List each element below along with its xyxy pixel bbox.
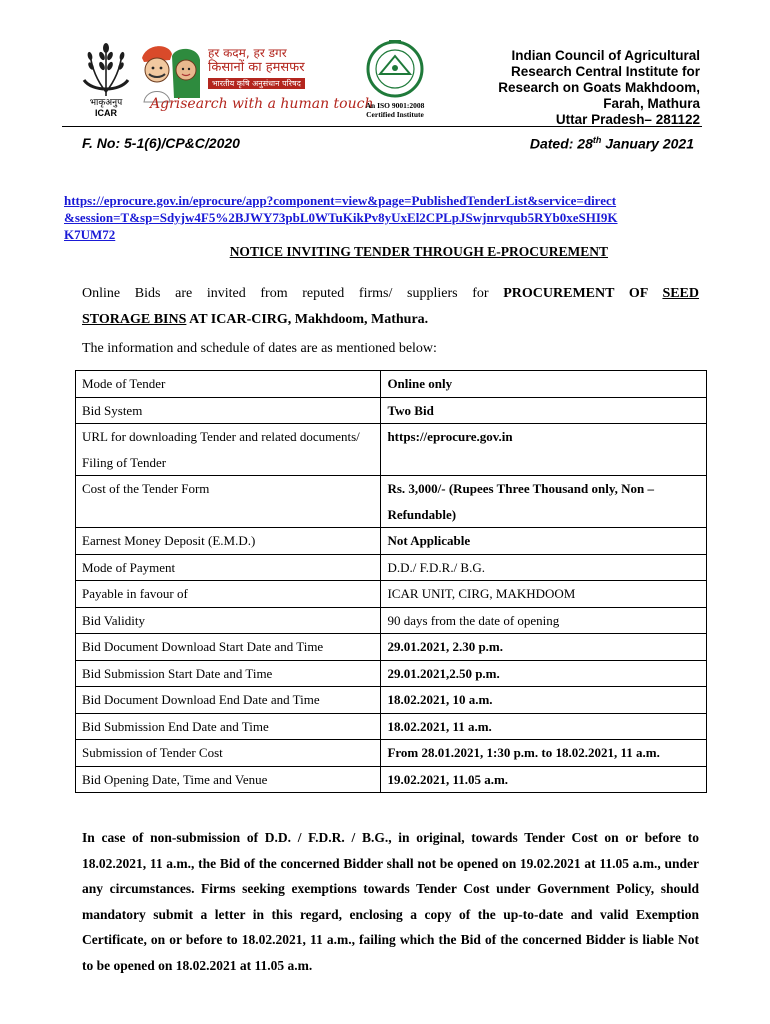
schedule-key: Bid Document Download End Date and Time bbox=[76, 687, 381, 714]
schedule-key: Cost of the Tender Form bbox=[76, 476, 381, 528]
hindi-tagline bbox=[208, 46, 328, 89]
schedule-intro: The information and schedule of dates are as mentioned below: bbox=[82, 341, 437, 356]
schedule-key: Submission of Tender Cost bbox=[76, 740, 381, 767]
table-row bbox=[76, 660, 707, 687]
date-suffix: January 2021 bbox=[601, 135, 694, 152]
schedule-key: Bid Submission End Date and Time bbox=[76, 713, 381, 740]
schedule-key: Bid Document Download Start Date and Time bbox=[76, 634, 381, 661]
intro-bold-procurement: PROCUREMENT OF bbox=[503, 286, 663, 301]
schedule-value: Rs. 3,000/- (Rupees Three Thousand only, Non – Refundable) bbox=[381, 476, 707, 528]
schedule-value: 90 days from the date of opening bbox=[381, 607, 707, 634]
agrisearch-tagline: Agrisearch with a human touch bbox=[150, 96, 374, 112]
schedule-value: D.D./ F.D.R./ B.G. bbox=[381, 554, 707, 581]
institute-name bbox=[430, 48, 700, 128]
schedule-value: ICAR UNIT, CIRG, MAKHDOOM bbox=[381, 581, 707, 608]
institute-line-3: Research on Goats Makhdoom, bbox=[498, 80, 700, 95]
table-row bbox=[76, 766, 707, 793]
file-number: F. No: 5-1(6)/CP&C/2020 bbox=[82, 135, 240, 151]
wheat-emblem-icon bbox=[78, 40, 134, 98]
notice-title: NOTICE INVITING TENDER THROUGH E-PROCUREMENT bbox=[229, 244, 608, 259]
iso-line-2: Certified Institute bbox=[366, 110, 424, 119]
iso-line-1: An ISO 9001:2008 bbox=[365, 101, 425, 110]
tagline-line-3: भारतीय कृषि अनुसंधान परिषद bbox=[208, 78, 305, 89]
schedule-value: 19.02.2021, 11.05 a.m. bbox=[381, 766, 707, 793]
intro-bold-seed: SEED bbox=[662, 286, 700, 301]
table-row bbox=[76, 713, 707, 740]
intro-paragraph-line-1 bbox=[82, 281, 699, 307]
tagline-line-2: किसानों का हमसफर bbox=[208, 60, 305, 75]
iso-logo bbox=[360, 38, 430, 118]
schedule-value: 29.01.2021,2.50 p.m. bbox=[381, 660, 707, 687]
closing-paragraph: In case of non-submission of D.D. / F.D.R. / B.G., in original, towards Tender Cost on or before to 18.02.2021, 11 a.m., the Bid of the concerned Bidder shall not be opened on 19.02.2021 at 11.05 a.m., under any circumstances. Firms seeking exemptions towards Tender Cost under Government Policy, should mandatory submit a letter in this regard, enclosing a copy of the up-to-date and valid Exemption Certificate, on or before to 18.02.2021, 11 a.m., failing which the Bid of the concerned Bidder is liable Not to be opened on 18.02.2021 at 11.05 a.m. bbox=[82, 830, 699, 973]
table-row bbox=[76, 607, 707, 634]
icar-hindi-label: भाकृअनुप bbox=[89, 98, 123, 108]
schedule-key: Earnest Money Deposit (E.M.D.) bbox=[76, 528, 381, 555]
date-prefix: Dated: 28 bbox=[529, 135, 593, 152]
schedule-value: 29.01.2021, 2.30 p.m. bbox=[381, 634, 707, 661]
schedule-value: From 28.01.2021, 1:30 p.m. to 18.02.2021, 11 a.m. bbox=[381, 740, 707, 767]
table-row bbox=[76, 581, 707, 608]
table-row bbox=[76, 371, 707, 398]
schedule-value: 18.02.2021, 10 a.m. bbox=[381, 687, 707, 714]
schedule-value: Online only bbox=[381, 371, 707, 398]
iso-certification-text bbox=[354, 101, 436, 119]
schedule-key: Bid Validity bbox=[76, 607, 381, 634]
letterhead bbox=[0, 0, 770, 160]
schedule-key: Payable in favour of bbox=[76, 581, 381, 608]
schedule-value: 18.02.2021, 11 a.m. bbox=[381, 713, 707, 740]
header-divider bbox=[62, 126, 702, 127]
table-row bbox=[76, 528, 707, 555]
intro-bold-storage-bins: STORAGE BINS bbox=[82, 312, 187, 327]
icar-english-label: ICAR bbox=[95, 108, 117, 118]
date-ordinal: th bbox=[592, 135, 602, 145]
schedule-key: Bid Submission Start Date and Time bbox=[76, 660, 381, 687]
schedule-value: Not Applicable bbox=[381, 528, 707, 555]
table-row bbox=[76, 634, 707, 661]
schedule-value: Two Bid bbox=[381, 397, 707, 424]
intro-bold-location: AT ICAR-CIRG, Makhdoom, Mathura. bbox=[186, 312, 429, 327]
date-line bbox=[530, 135, 694, 152]
schedule-key: URL for downloading Tender and related documents/ Filing of Tender bbox=[76, 424, 381, 476]
institute-line-5: Uttar Pradesh– 281122 bbox=[555, 112, 700, 127]
institute-line-1: Indian Council of Agricultural bbox=[511, 48, 700, 63]
schedule-value: https://eprocure.gov.in bbox=[381, 424, 707, 476]
schedule-key: Mode of Tender bbox=[76, 371, 381, 398]
intro-paragraph-line-2 bbox=[82, 307, 699, 333]
table-row bbox=[76, 740, 707, 767]
schedule-table bbox=[75, 370, 707, 793]
institute-line-4: Farah, Mathura bbox=[603, 96, 700, 111]
schedule-key: Mode of Payment bbox=[76, 554, 381, 581]
icar-logo bbox=[78, 40, 134, 120]
tagline-line-1: हर कदम, हर डगर bbox=[208, 46, 287, 60]
schedule-key: Bid Opening Date, Time and Venue bbox=[76, 766, 381, 793]
table-row bbox=[76, 424, 707, 476]
tender-url-link[interactable]: https://eprocure.gov.in/eprocure/app?component=view&page=PublishedTenderList&service=direct&session=T&sp=Sdyjw4F5%2BJWY73pbL0WTuKikPv8yUxEl2CPLpJSwjnrvqub5RYb0xeSHI9KK7UM72 bbox=[64, 193, 618, 242]
schedule-key: Bid System bbox=[76, 397, 381, 424]
table-row bbox=[76, 554, 707, 581]
table-row bbox=[76, 687, 707, 714]
table-row bbox=[76, 476, 707, 528]
institute-seal-icon bbox=[360, 38, 430, 100]
table-row bbox=[76, 397, 707, 424]
institute-line-2: Research Central Institute for bbox=[510, 64, 700, 79]
intro-text: Online Bids are invited from reputed firms/ suppliers for bbox=[82, 286, 504, 301]
